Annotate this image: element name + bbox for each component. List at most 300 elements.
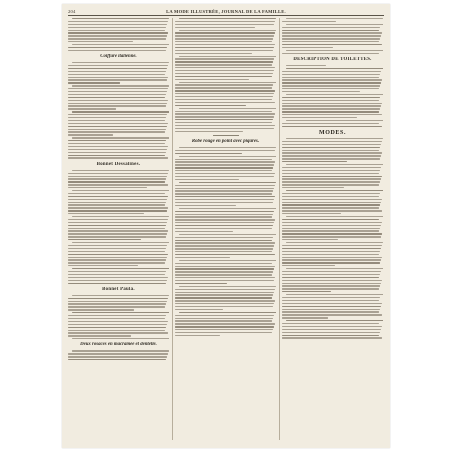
text-line xyxy=(175,27,255,28)
text-line xyxy=(286,50,383,51)
text-line xyxy=(68,259,166,260)
text-line xyxy=(282,239,338,240)
text-line xyxy=(72,111,169,112)
text-line xyxy=(68,239,141,240)
text-line xyxy=(282,288,379,289)
text-line xyxy=(282,97,380,98)
text-line xyxy=(175,326,274,327)
text-line xyxy=(175,93,274,94)
text-line xyxy=(282,245,382,246)
text-line xyxy=(68,100,168,101)
text-line xyxy=(68,332,168,333)
text-line xyxy=(175,228,272,229)
text-line xyxy=(282,117,357,118)
text-line xyxy=(282,314,382,315)
text-line xyxy=(179,234,276,235)
text-line xyxy=(68,335,131,336)
text-line xyxy=(282,144,381,145)
text-line xyxy=(282,32,382,33)
text-line xyxy=(68,274,165,275)
text-line xyxy=(68,140,166,141)
text-line xyxy=(179,286,276,287)
text-line xyxy=(175,318,273,319)
text-line xyxy=(68,176,167,177)
text-line xyxy=(286,242,383,243)
text-line xyxy=(68,149,167,150)
text-line xyxy=(68,120,165,121)
text-line xyxy=(175,70,274,71)
text-line xyxy=(68,91,167,92)
text-line xyxy=(282,283,381,284)
column-separator xyxy=(279,18,280,440)
text-line xyxy=(282,230,379,231)
paragraph-block xyxy=(282,65,383,127)
text-line xyxy=(282,158,380,159)
text-line xyxy=(68,134,113,135)
text-line xyxy=(175,90,275,91)
text-line xyxy=(282,309,380,310)
text-line xyxy=(179,147,276,148)
text-line xyxy=(72,312,169,313)
text-line xyxy=(286,18,383,19)
text-line xyxy=(68,271,166,272)
text-line xyxy=(72,170,169,171)
text-line xyxy=(68,74,165,75)
text-line xyxy=(175,205,236,206)
text-line xyxy=(68,315,166,316)
text-line xyxy=(282,123,379,124)
text-line xyxy=(68,105,166,106)
text-line xyxy=(179,182,276,183)
text-line xyxy=(68,143,165,144)
text-line xyxy=(68,219,168,220)
text-line xyxy=(68,202,166,203)
text-line xyxy=(282,332,380,333)
text-line xyxy=(282,210,382,211)
text-line xyxy=(68,77,168,78)
text-line xyxy=(68,283,166,284)
text-line xyxy=(175,125,275,126)
text-line xyxy=(68,193,165,194)
text-line xyxy=(179,18,276,19)
text-line xyxy=(68,24,167,25)
text-line xyxy=(175,58,274,59)
text-line xyxy=(286,268,383,269)
text-line xyxy=(175,320,272,321)
text-line xyxy=(282,155,381,156)
text-line xyxy=(282,47,333,48)
text-line xyxy=(72,338,169,339)
section-heading-description-toilettes: DESCRIPTION DE TOILETTES. xyxy=(293,56,372,62)
text-line xyxy=(282,111,379,112)
text-line xyxy=(175,222,274,223)
text-line xyxy=(282,202,381,203)
text-line xyxy=(282,176,382,177)
text-line xyxy=(282,265,335,266)
journal-page xyxy=(62,4,390,448)
paragraph-block xyxy=(68,62,169,159)
text-line xyxy=(175,237,273,238)
text-line xyxy=(175,99,272,100)
text-line xyxy=(282,35,381,36)
text-line xyxy=(282,277,379,278)
text-line xyxy=(282,161,347,162)
text-line xyxy=(175,214,273,215)
section-heading-bonnet-paula: Bonnet Paula. xyxy=(102,286,135,292)
text-line xyxy=(175,67,275,68)
text-line xyxy=(175,167,273,168)
text-line xyxy=(282,213,341,214)
text-line xyxy=(175,185,275,186)
text-line xyxy=(175,335,220,336)
text-line xyxy=(68,277,168,278)
text-line xyxy=(68,318,165,319)
text-line xyxy=(282,82,381,83)
text-line xyxy=(175,50,273,51)
text-line xyxy=(175,315,274,316)
text-line xyxy=(68,309,134,310)
text-line xyxy=(175,159,272,160)
text-line xyxy=(282,114,382,115)
text-line xyxy=(175,199,274,200)
text-line xyxy=(286,164,383,165)
text-line xyxy=(175,251,272,252)
text-line xyxy=(175,216,272,217)
paragraph-block xyxy=(282,18,383,54)
text-line xyxy=(286,138,383,139)
text-line xyxy=(68,38,166,39)
text-line xyxy=(68,303,166,304)
text-line xyxy=(282,167,381,168)
text-line xyxy=(282,108,380,109)
text-line xyxy=(282,88,379,89)
text-line xyxy=(68,88,168,89)
text-line xyxy=(179,208,276,209)
text-line xyxy=(282,30,379,31)
paragraph-block xyxy=(68,170,169,284)
text-line xyxy=(175,128,274,129)
column-separator xyxy=(172,18,173,440)
text-line xyxy=(68,50,166,51)
text-line xyxy=(282,85,380,86)
text-line xyxy=(282,323,379,324)
text-line xyxy=(282,21,336,22)
text-line xyxy=(286,216,383,217)
text-line xyxy=(175,242,275,243)
text-line xyxy=(68,117,166,118)
text-line xyxy=(286,65,326,66)
text-line xyxy=(282,74,380,75)
text-line xyxy=(286,320,383,321)
text-line xyxy=(72,137,169,138)
text-line xyxy=(68,82,120,83)
text-line xyxy=(68,230,168,231)
header-rule xyxy=(68,15,384,16)
text-line xyxy=(68,35,167,36)
text-line xyxy=(175,111,272,112)
text-line xyxy=(68,71,166,72)
text-line xyxy=(175,303,274,304)
text-line xyxy=(282,297,380,298)
text-line xyxy=(286,294,383,295)
text-line xyxy=(282,100,379,101)
text-line xyxy=(175,231,233,232)
text-line xyxy=(175,297,272,298)
text-line xyxy=(68,184,168,185)
text-line xyxy=(175,268,274,269)
text-line xyxy=(175,196,275,197)
text-line xyxy=(179,30,276,31)
text-line xyxy=(282,105,381,106)
text-line xyxy=(68,298,168,299)
text-line xyxy=(68,108,116,109)
text-line xyxy=(175,61,273,62)
text-column-1 xyxy=(68,18,169,440)
text-line xyxy=(68,228,165,229)
text-line xyxy=(175,53,252,54)
text-line xyxy=(175,161,275,162)
text-line xyxy=(179,260,276,261)
text-line xyxy=(72,85,169,86)
text-line xyxy=(72,44,169,45)
text-line xyxy=(68,152,166,153)
text-line xyxy=(282,170,380,171)
text-line xyxy=(175,219,275,220)
text-line xyxy=(68,280,167,281)
text-line xyxy=(68,131,165,132)
text-line xyxy=(282,44,382,45)
page-header xyxy=(68,8,384,18)
text-line xyxy=(175,64,272,65)
text-line xyxy=(282,141,382,142)
text-line xyxy=(68,65,168,66)
text-line xyxy=(68,207,168,208)
text-line xyxy=(282,274,380,275)
text-line xyxy=(68,262,165,263)
text-line xyxy=(282,280,382,281)
text-line xyxy=(68,32,168,33)
text-line xyxy=(282,254,379,255)
text-line xyxy=(282,204,380,205)
text-line xyxy=(68,126,167,127)
text-line xyxy=(68,129,166,130)
text-line xyxy=(175,38,273,39)
text-line xyxy=(68,356,167,357)
text-line xyxy=(68,68,167,69)
text-line xyxy=(286,94,383,95)
text-line xyxy=(286,190,383,191)
text-line xyxy=(68,213,144,214)
text-line xyxy=(68,41,133,42)
text-line xyxy=(68,146,168,147)
text-line xyxy=(179,82,276,83)
text-line xyxy=(175,35,274,36)
text-line xyxy=(68,199,167,200)
text-line xyxy=(175,225,273,226)
text-line xyxy=(175,263,272,264)
text-line xyxy=(68,306,165,307)
text-line xyxy=(282,262,380,263)
text-line xyxy=(68,94,166,95)
text-line xyxy=(282,306,381,307)
text-line xyxy=(175,280,274,281)
text-line xyxy=(68,327,166,328)
text-line xyxy=(175,329,273,330)
text-line xyxy=(282,222,382,223)
text-line xyxy=(68,257,167,258)
section-heading-coiffure: Coiffure italienne. xyxy=(100,54,137,60)
text-line xyxy=(286,68,383,69)
text-line xyxy=(175,188,274,189)
text-line xyxy=(282,225,381,226)
text-line xyxy=(282,77,379,78)
text-line xyxy=(282,41,379,42)
text-line xyxy=(175,119,273,120)
text-line xyxy=(282,91,360,92)
text-line xyxy=(282,233,382,234)
text-line xyxy=(282,184,379,185)
text-line xyxy=(175,41,272,42)
text-line xyxy=(68,47,167,48)
text-line xyxy=(72,242,169,243)
text-line xyxy=(282,303,382,304)
text-line xyxy=(68,27,166,28)
text-line xyxy=(282,207,379,208)
text-line xyxy=(282,193,380,194)
text-line xyxy=(282,147,380,148)
text-line xyxy=(282,311,379,312)
text-line xyxy=(175,306,273,307)
text-line xyxy=(175,24,274,25)
text-line xyxy=(175,323,275,324)
text-line xyxy=(175,105,246,106)
text-line xyxy=(72,216,169,217)
text-line xyxy=(282,178,381,179)
text-line xyxy=(175,131,243,132)
text-line xyxy=(68,324,167,325)
text-line xyxy=(68,236,166,237)
text-line xyxy=(179,56,276,57)
text-line xyxy=(68,21,168,22)
text-line xyxy=(68,210,167,211)
text-line xyxy=(282,300,379,301)
text-line xyxy=(72,18,169,19)
text-line xyxy=(282,27,380,28)
page-number: 204 xyxy=(68,9,76,14)
section-heading-robe-rouge: Robe rouge en point avec piqûres. xyxy=(191,139,260,145)
text-line xyxy=(286,24,383,25)
text-line xyxy=(282,251,380,252)
text-line xyxy=(175,73,273,74)
text-line xyxy=(282,285,380,286)
text-line xyxy=(175,79,249,80)
section-heading-bonnet-dessalines: Bonnet Dessalines. xyxy=(96,161,141,167)
text-line xyxy=(286,120,383,121)
text-line xyxy=(68,353,168,354)
text-line xyxy=(68,321,168,322)
text-line xyxy=(282,196,379,197)
text-line xyxy=(282,53,379,54)
text-line xyxy=(68,245,167,246)
text-line xyxy=(175,173,275,174)
text-line xyxy=(282,257,382,258)
text-line xyxy=(179,312,276,313)
section-heading-modes: MODES. xyxy=(318,129,347,136)
text-line xyxy=(68,157,168,158)
text-line xyxy=(175,309,223,310)
paragraph-block xyxy=(282,138,383,339)
text-line xyxy=(175,248,273,249)
paragraph-block xyxy=(68,18,169,51)
text-line xyxy=(68,103,167,104)
text-line xyxy=(175,211,274,212)
text-line xyxy=(175,202,273,203)
text-line xyxy=(282,337,382,338)
text-line xyxy=(175,44,275,45)
text-line xyxy=(282,71,381,72)
text-line xyxy=(282,329,381,330)
text-line xyxy=(175,274,272,275)
text-line xyxy=(282,219,379,220)
text-line xyxy=(68,97,165,98)
text-line xyxy=(68,173,168,174)
text-line xyxy=(175,32,275,33)
text-line xyxy=(175,153,242,154)
journal-title: LA MODE ILLUSTRÉE, JOURNAL DE LA FAMILLE. xyxy=(166,9,286,14)
text-line xyxy=(175,87,272,88)
text-line xyxy=(175,240,272,241)
paragraph-block xyxy=(68,350,169,360)
text-line xyxy=(175,150,275,151)
text-line xyxy=(68,181,165,182)
text-line xyxy=(282,173,379,174)
text-line xyxy=(282,181,380,182)
text-line xyxy=(175,190,273,191)
text-line xyxy=(175,254,275,255)
text-line xyxy=(282,291,331,292)
text-line xyxy=(175,179,239,180)
text-line xyxy=(68,79,167,80)
text-line xyxy=(175,332,272,333)
text-line xyxy=(175,193,272,194)
text-line xyxy=(175,47,274,48)
text-line xyxy=(175,164,274,165)
text-line xyxy=(175,21,275,22)
text-line xyxy=(72,62,169,63)
text-line xyxy=(68,225,166,226)
text-line xyxy=(72,190,169,191)
text-line xyxy=(68,359,166,360)
text-line xyxy=(68,251,165,252)
text-line xyxy=(175,84,273,85)
text-line xyxy=(175,102,275,103)
text-line xyxy=(68,123,168,124)
text-line xyxy=(282,317,328,318)
text-line xyxy=(175,170,272,171)
text-line xyxy=(282,326,382,327)
text-line xyxy=(282,228,380,229)
text-column-3 xyxy=(282,18,383,440)
text-line xyxy=(68,254,168,255)
text-line xyxy=(175,292,274,293)
paragraph-block xyxy=(175,18,276,132)
text-line xyxy=(175,283,227,284)
text-line xyxy=(68,222,167,223)
text-line xyxy=(175,76,272,77)
text-line xyxy=(282,236,381,237)
text-line xyxy=(175,289,275,290)
text-line xyxy=(282,335,379,336)
